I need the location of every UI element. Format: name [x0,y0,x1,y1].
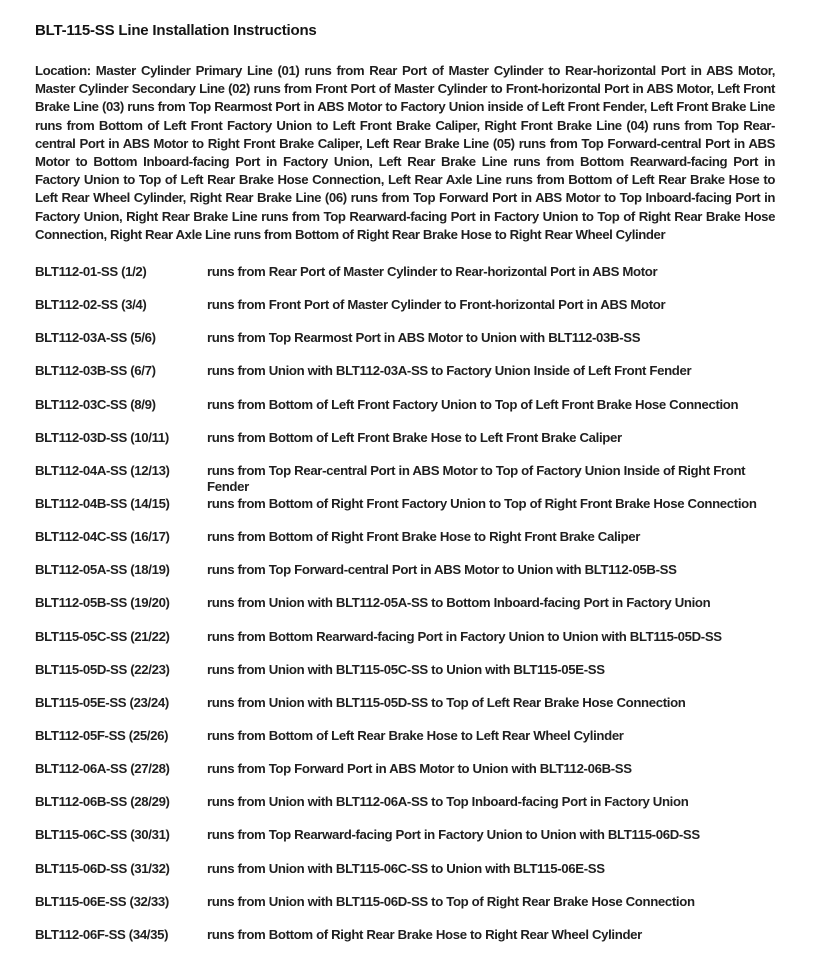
part-row [35,629,775,662]
part-description: runs from Bottom Rearward-facing Port in Factory Union to Union with BLT115-05D-SS [207,628,722,644]
part-row [35,894,775,927]
part-description: runs from Top Rearward-facing Port in Factory Union to Union with BLT115-06D-SS [207,827,700,843]
part-description: runs from Union with BLT112-06A-SS to Top Inboard-facing Port in Factory Union [207,794,689,810]
part-row [35,363,775,396]
part-description: runs from Bottom of Left Front Brake Hose to Left Front Brake Caliper [207,429,622,445]
part-number: BLT112-01-SS (1/2) [35,264,147,280]
part-description: runs from Top Rear-central Port in ABS Motor to Top of Factory Union Inside of Right Front Fender [207,462,746,494]
part-number: BLT112-05A-SS (18/19) [35,562,170,578]
part-number: BLT112-02-SS (3/4) [35,297,147,313]
part-row [35,496,775,529]
part-number: BLT112-04B-SS (14/15) [35,496,170,512]
part-description: runs from Union with BLT112-03A-SS to Factory Union Inside of Left Front Fender [207,363,692,379]
part-number: BLT115-05D-SS (22/23) [35,661,170,677]
part-number: BLT112-03B-SS (6/7) [35,363,156,379]
parts-list [35,264,775,960]
part-number: BLT112-04A-SS (12/13) [35,462,170,478]
part-number: BLT115-06D-SS (31/32) [35,860,170,876]
part-number: BLT112-03A-SS (5/6) [35,330,156,346]
part-description: runs from Rear Port of Master Cylinder to Rear-horizontal Port in ABS Motor [207,264,658,280]
part-row [35,463,775,496]
location-paragraph: Location: Master Cylinder Primary Line (01) runs from Rear Port of Master Cylinder to Rear-horizontal Port in ABS Motor, Master Cylinder Secondary Line (02) runs from Front Port of Master Cylinder to Front-horizontal Port in ABS Motor, Left Front Brake Line (03) runs from Top Rearmost Port in ABS Motor to Factory Union inside of Left Front Fender, Left Front Brake Line runs from Bottom of Left Front Factory Union to Left Front Brake Caliper, Right Front Brake Line (04) runs from Top Rear-central Port in ABS Motor to Right Front Brake Caliper, Left Rear Brake Line (05) runs from Top Forward-central Port in ABS Motor to Bottom Inboard-facing Port in Factory Union, Left Rear Brake Line runs from Bottom Rearward-facing Port in Factory Union to Top of Left Rear Brake Hose Connection, Left Rear Axle Line runs from Bottom of Left Rear Brake Hose to Left Rear Wheel Cylinder, Right Rear Brake Line (06) runs from Top Forward Port in ABS Motor to Top Inboard-facing Port in Factory Union, Right Rear Brake Line runs from Top Rearward-facing Port in Factory Union to Top of Right Rear Brake Hose Connection, Right Rear Axle Line runs from Bottom of Right Rear Brake Hose to Right Rear Wheel Cylinder [35,63,775,242]
part-row [35,662,775,695]
part-description: runs from Top Forward-central Port in ABS Motor to Union with BLT112-05B-SS [207,562,677,578]
part-row [35,562,775,595]
part-row [35,430,775,463]
part-row [35,264,775,297]
part-description: runs from Union with BLT115-05D-SS to Top of Left Rear Brake Hose Connection [207,694,686,710]
part-description: runs from Union with BLT115-06D-SS to Top of Right Rear Brake Hose Connection [207,893,695,909]
part-description: runs from Bottom of Left Front Factory Union to Top of Left Front Brake Hose Connection [207,396,739,412]
part-number: BLT112-06F-SS (34/35) [35,926,169,942]
part-number: BLT115-06E-SS (32/33) [35,893,169,909]
part-row [35,728,775,761]
part-number: BLT112-06B-SS (28/29) [35,794,170,810]
part-number: BLT112-03C-SS (8/9) [35,396,156,412]
part-description: runs from Top Forward Port in ABS Motor to Union with BLT112-06B-SS [207,761,632,777]
part-number: BLT112-04C-SS (16/17) [35,529,170,545]
part-description: runs from Bottom of Left Rear Brake Hose to Left Rear Wheel Cylinder [207,728,624,743]
part-number: BLT112-05B-SS (19/20) [35,595,170,611]
document-title: BLT-115-SS Line Installation Instructions [35,22,317,39]
part-description: runs from Union with BLT115-06C-SS to Union with BLT115-06E-SS [207,860,605,876]
part-description: runs from Union with BLT115-05C-SS to Union with BLT115-05E-SS [207,661,605,677]
part-row [35,861,775,894]
part-number: BLT112-05F-SS (25/26) [35,728,169,743]
part-description: runs from Union with BLT112-05A-SS to Bottom Inboard-facing Port in Factory Union [207,595,711,611]
part-row [35,397,775,430]
part-row [35,330,775,363]
part-row [35,529,775,562]
part-description: runs from Front Port of Master Cylinder to Front-horizontal Port in ABS Motor [207,297,666,313]
part-description: runs from Bottom of Right Rear Brake Hose to Right Rear Wheel Cylinder [207,926,642,942]
part-description: runs from Bottom of Right Front Brake Hose to Right Front Brake Caliper [207,529,641,545]
part-number: BLT115-05E-SS (23/24) [35,694,169,710]
part-row [35,827,775,860]
part-number: BLT115-05C-SS (21/22) [35,628,170,644]
part-number: BLT115-06C-SS (30/31) [35,827,170,843]
part-row [35,927,775,960]
part-description: runs from Bottom of Right Front Factory Union to Top of Right Front Brake Hose Connection [207,496,757,512]
part-number: BLT112-06A-SS (27/28) [35,761,170,777]
part-description: runs from Top Rearmost Port in ABS Motor to Union with BLT112-03B-SS [207,330,641,346]
part-row [35,794,775,827]
part-row [35,761,775,794]
part-number: BLT112-03D-SS (10/11) [35,429,169,445]
part-row [35,695,775,728]
part-row [35,595,775,628]
part-row [35,297,775,330]
